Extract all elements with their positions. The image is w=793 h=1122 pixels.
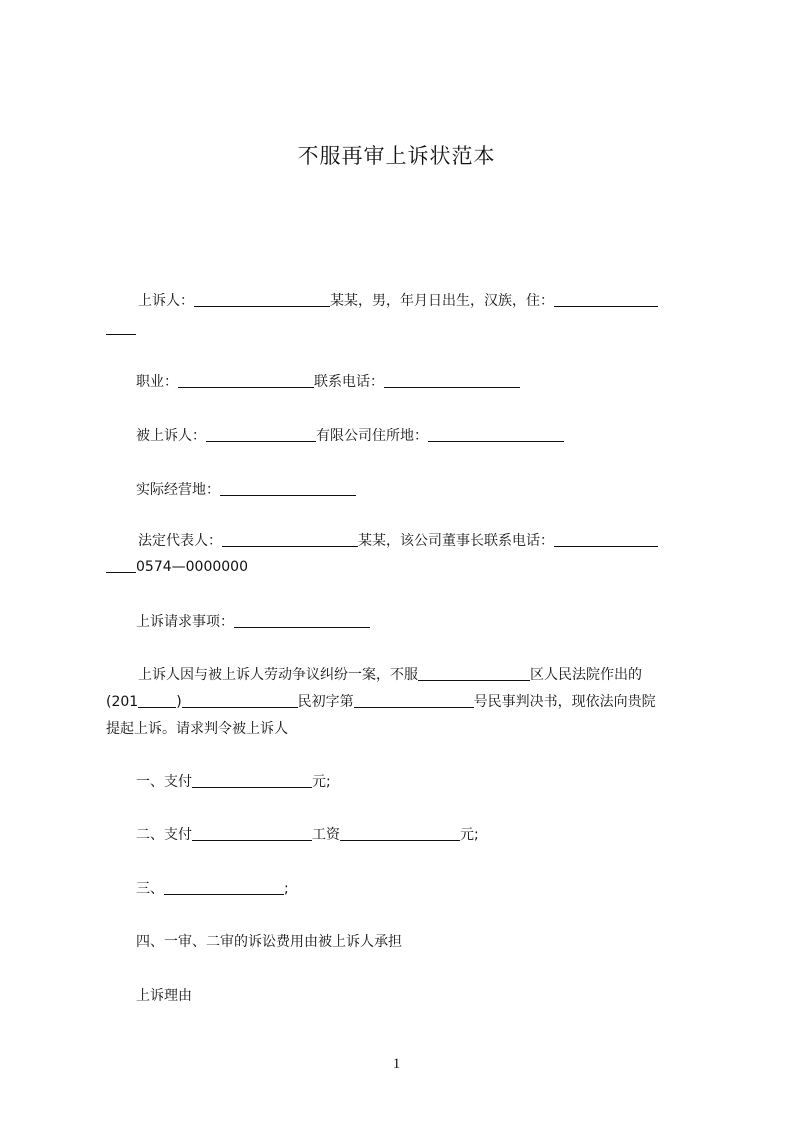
blank-field — [192, 773, 312, 788]
business-address-label: 实际经营地： — [136, 482, 220, 498]
item-two — [136, 826, 479, 844]
body-text: 区人民法院作出的 — [530, 667, 642, 683]
body-line-1 — [138, 666, 642, 684]
body-text: ) — [176, 694, 182, 710]
appellant-text: 某某，男，年月日出生，汉族，住： — [330, 293, 554, 309]
occupation-line — [136, 373, 520, 391]
reasons-heading: 上诉理由 — [136, 988, 192, 1004]
blank-field — [418, 666, 530, 681]
blank-field — [222, 532, 358, 547]
body-line-2 — [106, 693, 656, 711]
claims-line — [136, 613, 370, 631]
blank-field — [234, 613, 370, 628]
body-text: 提起上诉。请求判令被上诉人 — [106, 721, 288, 737]
blank-field — [192, 826, 312, 841]
blank-field — [340, 826, 460, 841]
business-address-line — [136, 481, 356, 499]
blank-field — [384, 373, 520, 388]
respondent-label: 被上诉人： — [136, 428, 206, 444]
item-text: 一、支付 — [136, 774, 192, 790]
blank-field — [206, 427, 316, 442]
item-text: 工资 — [312, 827, 340, 843]
blank-field — [106, 558, 136, 573]
blank-field — [428, 427, 564, 442]
appellant-label: 上诉人： — [138, 293, 194, 309]
item-text: 二、支付 — [136, 827, 192, 843]
appellant-line-cont — [106, 320, 136, 338]
item-text: ; — [284, 881, 289, 897]
legal-rep-text: 某某，该公司董事长联系电话： — [358, 533, 554, 549]
appellant-line — [138, 292, 658, 310]
body-line-3 — [106, 720, 288, 738]
item-text: 三、 — [136, 881, 164, 897]
blank-field — [194, 292, 330, 307]
blank-field — [164, 880, 284, 895]
document-title: 不服再审上诉状范本 — [297, 144, 496, 168]
item-text: 四、一审、二审的诉讼费用由被上诉人承担 — [136, 934, 402, 950]
occupation-label: 职业： — [136, 374, 178, 390]
respondent-text: 有限公司住所地： — [316, 428, 428, 444]
phone-label: 联系电话： — [314, 374, 384, 390]
respondent-line — [136, 427, 564, 445]
item-text: 元; — [460, 827, 479, 843]
blank-field — [554, 532, 658, 547]
blank-field — [220, 481, 356, 496]
item-four — [136, 933, 402, 951]
item-three — [136, 880, 289, 898]
legal-rep-line — [138, 532, 658, 550]
legal-rep-label: 法定代表人： — [138, 533, 222, 549]
blank-field — [178, 373, 314, 388]
page-number: 1 — [392, 1056, 401, 1072]
body-text: 号民事判决书，现依法向贵院 — [473, 694, 656, 710]
item-one — [136, 773, 331, 791]
body-text: 上诉人因与被上诉人劳动争议纠纷一案，不服 — [138, 667, 418, 683]
body-text: (201 — [106, 694, 139, 710]
blank-field — [554, 292, 658, 307]
blank-field — [182, 693, 298, 708]
blank-field — [106, 320, 136, 335]
blank-field — [138, 693, 176, 708]
body-text: 民初字第 — [297, 694, 354, 710]
claims-label: 上诉请求事项： — [136, 614, 234, 630]
blank-field — [354, 693, 474, 708]
legal-rep-line-cont — [106, 558, 248, 576]
item-text: 元; — [312, 774, 331, 790]
legal-rep-phone: 0574—0000000 — [136, 559, 248, 575]
